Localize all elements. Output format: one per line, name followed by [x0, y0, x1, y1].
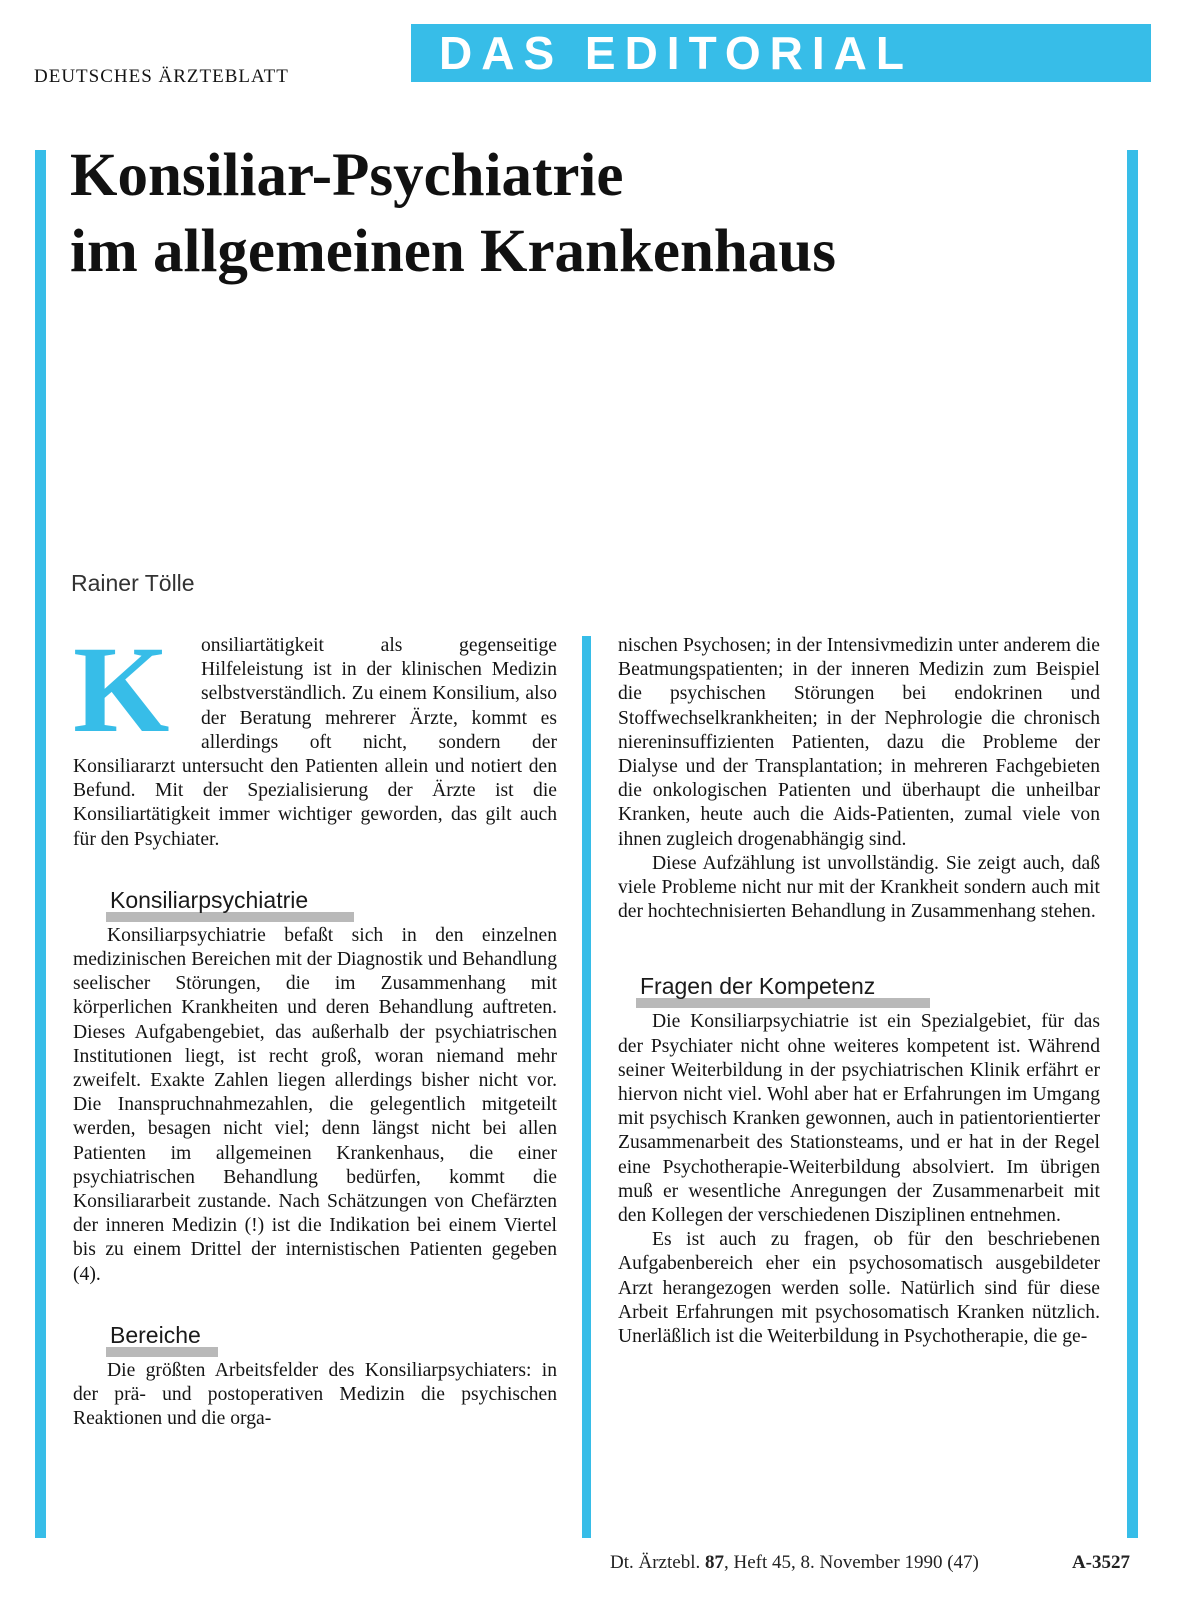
left-column — [73, 621, 557, 1431]
footer-volume: 87 — [704, 1552, 724, 1573]
author-name: Rainer Tölle — [71, 570, 195, 596]
drop-cap: K — [73, 621, 170, 758]
heading-underline — [106, 912, 354, 922]
paragraph-kompetenz-2: Es ist auch zu fragen, ob für den beschriebenen Aufgabenbereich eher ein psychosomatisch ausgebildeter Arzt herangezogen werden solle. Natürlich sind für diese Arbeit Erfahrungen mit psychosomatisch Kranken nützlich. Unerläßlich ist die Weiterbildung in Psychotherapie, die ge- — [618, 1229, 1100, 1348]
heading-underline — [106, 1347, 218, 1357]
section-label: DAS EDITORIAL — [439, 27, 913, 79]
paragraph-aufzaehlung: Diese Aufzählung ist unvollständig. Sie zeigt auch, daß viele Probleme nicht nur mit der Krankheit sondern auch mit der hochtechnisierten Behandlung in Zusammenhang stehen. — [618, 852, 1100, 923]
footer-page-number: A-3527 — [1071, 1552, 1130, 1573]
right-column — [618, 634, 1100, 1349]
heading-label: Bereiche — [110, 1321, 201, 1348]
title-line-2: im allgemeinen Krankenhaus — [70, 218, 836, 285]
intro-text: onsiliartätigkeit als gegenseitige Hilfeleistung ist in der klinischen Medizin selbstverständlich. Zu einem Konsilium, also der Beratung mehrerer Ärzte, kommt es allerdings oft nicht, sondern der Konsiliararzt untersucht den Patienten allein und notiert den Befund. Mit der Spezialisierung der Ärzte ist die Konsiliartätigkeit immer wichtiger geworden, das gilt auch für den Psychiater. — [73, 635, 557, 850]
section-heading-konsiliarpsychiatrie — [110, 886, 557, 914]
heading-underline — [636, 998, 930, 1008]
title-line-1: Konsiliar-Psychiatrie — [70, 142, 624, 209]
page-footer — [610, 1552, 1130, 1574]
column-divider-bar — [582, 636, 591, 1538]
paragraph-konsiliarpsychiatrie: Konsiliarpsychiatrie befaßt sich in den einzelnen medizinischen Bereichen mit der Diagnostik und Behandlung seelischer Störungen, die im Zusammenhang mit körperlichen Krankheiten und deren Behandlung auftreten. Dieses Aufgabengebiet, das außerhalb der psychiatrischen Institutionen liegt, ist recht groß, woran niemand mehr zweifelt. Exakte Zahlen liegen allerdings bisher nicht vor. Die Inanspruchnahmezahlen, die gelegentlich mitgeteilt werden, besagen nicht viel; denn längst nicht bei allen Patienten im allgemeinen Krankenhaus, die einer psychiatrischen Behandlung bedürfen, kommt die Konsiliararbeit zustande. Nach Schätzungen von Chefärzten der inneren Medizin (!) ist die Indikation bei einem Viertel bis zu einem Drittel der internistischen Patienten gegeben (4). — [73, 924, 557, 1285]
section-heading-kompetenz — [640, 972, 1100, 1000]
article-title — [70, 138, 1120, 290]
heading-label: Konsiliarpsychiatrie — [110, 886, 309, 913]
footer-journal: Dt. Ärztebl. — [610, 1552, 701, 1573]
footer-issue: , Heft 45, 8. November 1990 (47) — [723, 1552, 979, 1573]
paragraph-bereiche-continued: nischen Psychosen; in der Intensivmedizin unter anderem die Beatmungspatienten; in der inneren Medizin zum Beispiel die psychischen Störungen bei endokrinen und Stoffwechselkrankheiten; in der Nephrologie die chronisch niereninsuffizienten Patienten, dazu die Probleme der Dialyse und der Transplantation; in mehreren Fachgebieten die onkologischen Patienten und überhaupt die unheilbar Kranken, heute auch die Aids-Patienten, zumal viele von ihnen zugleich drogenabhängig sind. — [618, 635, 1100, 850]
paragraph-kompetenz-1: Die Konsiliarpsychiatrie ist ein Spezialgebiet, für das der Psychiater nicht ohne weiteres kompetent ist. Während seiner Weiterbildung in der psychiatrischen Klinik erfährt er hiervon nicht viel. Wohl aber hat er Erfahrungen im Umgang mit psychisch Kranken gewonnen, auch in patientorientierter Zusammenarbeit des Stationsteams, und er hat in der Regel eine Psychotherapie-Weiterbildung absolviert. Im übrigen muß er wesentliche Anregungen der Zusammenarbeit mit den Kollegen der verschiedenen Disziplinen entnehmen. — [618, 1011, 1100, 1227]
intro-paragraph — [73, 621, 557, 852]
left-accent-bar — [35, 150, 46, 1538]
paragraph-bereiche-start: Die größten Arbeitsfelder des Konsiliarpsychiaters: in der prä- und postoperativen Medizin die psychischen Reaktionen und die orga- — [73, 1359, 557, 1430]
section-heading-bereiche — [110, 1321, 557, 1349]
heading-label: Fragen der Kompetenz — [640, 973, 876, 1000]
right-accent-bar — [1127, 150, 1138, 1538]
section-banner — [411, 24, 1151, 82]
journal-name: DEUTSCHES ÄRZTEBLATT — [34, 66, 289, 87]
